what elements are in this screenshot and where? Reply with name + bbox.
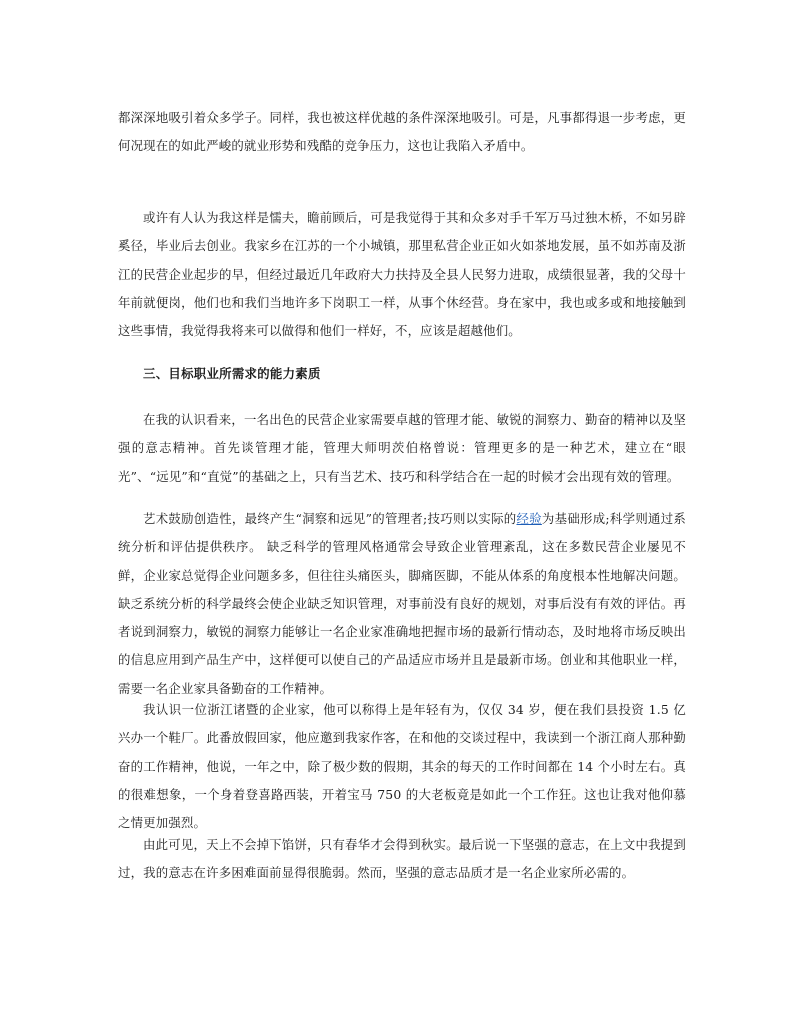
paragraph-4-text-after: 为基础形成;科学则通过系统分析和评估提供秩序。 缺乏科学的管理风格通常会导致企业管理紊乱，这在多数民营企业屡见不鲜，企业家总觉得企业问题多多，但往往头痛医头，脚痛医脚，不能从体系的角度根本性地解决问题。缺乏系统分析的科学最终会使企业缺乏知识管理，对事前没有良好的规划，对事后没有有效的评估。再者说到洞察力，敏锐的洞察力能够让一名企业家准确地把握市场的最新行情动态，及时地将市场反映出的信息应用到产品生产中，这样便可以使自己的产品适应市场并且是最新市场。创业和其他职业一样，需要一名企业家具备勤奋的工作精神。 <box>118 511 687 696</box>
section-heading: 三、目标职业所需求的能力素质 <box>143 366 321 381</box>
paragraph-1: 都深深地吸引着众多学子。同样，我也被这样优越的条件深深地吸引。可是，凡事都得退一步考虑，更何况现在的如此严峻的就业形势和残酷的竞争压力，这也让我陷入矛盾中。 <box>118 110 686 154</box>
paragraph-4 <box>118 505 686 703</box>
experience-link[interactable]: 经验 <box>516 511 542 526</box>
paragraph-3 <box>118 406 686 491</box>
paragraph-2: 或许有人认为我这样是懦夫，瞻前顾后，可是我觉得于其和众多对手千军万马过独木桥，不如另辟奚径，毕业后去创业。我家乡在江苏的一个小城镇，那里私营企业正如火如茶地发展，虽不如苏南及浙江的民营企业起步的早，但经过最近几年政府大力扶持及全县人民努力进取，成绩很显著，我的父母十年前就便岗，他们也和我们当地许多下岗职工一样，从事个休经营。身在家中，我也或多或和地接触到这些事情，我觉得我将来可以做得和他们一样好，不，应该是超越他们。 <box>118 210 686 339</box>
paragraph-4-text-before: 艺术鼓励创造性，最终产生“洞察和远见”的管理者;技巧则以实际的 <box>143 511 517 526</box>
paragraph-3-text: 在我的认识看来，一名出色的民营企业家需要卓越的管理才能、敏锐的洞察力、勤奋的精神以及坚强的意志精神。首先谈管理才能，管理大师明茨伯格曾说：管理更多的是一种艺术，建立在“眼光”、“远见”和“直觉”的基础之上，只有当艺术、技巧和科学结合在一起的时候才会出现有效的管理。 <box>118 412 686 484</box>
paragraph-6: 由此可见，天上不会掉下馅饼，只有春华才会得到秋实。最后说一下坚强的意志，在上文中我提到过，我的意志在许多困难面前显得很脆弱。然而，坚强的意志品质才是一名企业家所必需的。 <box>118 837 686 881</box>
paragraph-5: 我认识一位浙江诸暨的企业家，他可以称得上是年轻有为，仅仅 34 岁，便在我们县投资 1.5 亿兴办一个鞋厂。此番放假回家，他应邀到我家作客，在和他的交谈过程中，我读到一个浙江商人那种勤奋的工作精神，他说，一年之中，除了极少数的假期，其余的每天的工作时间都在 14 个小时左右。真的很难想象，一个身着登喜路西装，开着宝马 750 的大老板竟是如此一个工作狂。这也让我对他仰慕之情更加强烈。 <box>118 702 686 831</box>
